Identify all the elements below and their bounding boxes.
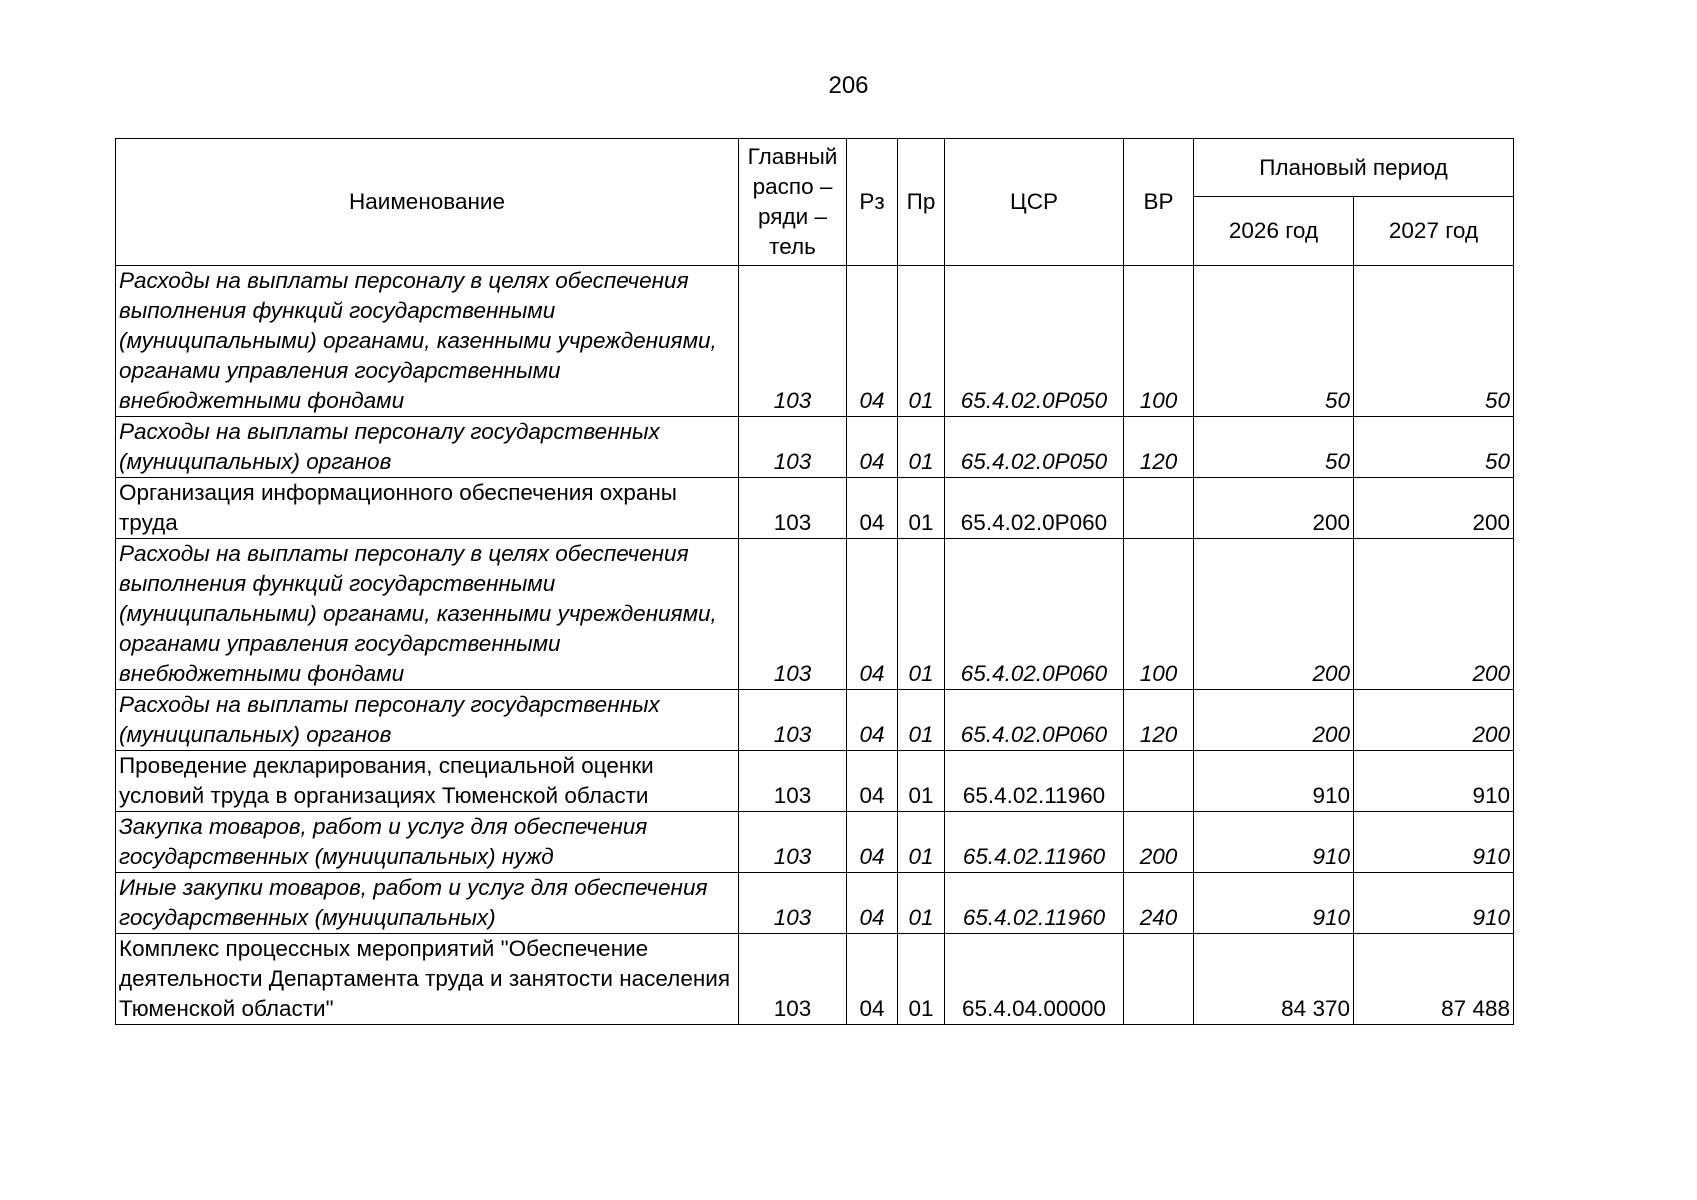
header-planned-period: Плановый период [1194, 139, 1514, 197]
page-number: 206 [828, 72, 869, 99]
cell-name: Расходы на выплаты персоналу в целях обеспечения выполнения функций государственными (муниципальными) органами, казенными учреждениями, органами управления государственными внебюджетными фондами [116, 266, 739, 417]
cell-2026: 200 [1194, 539, 1354, 690]
cell-grbs: 103 [739, 266, 847, 417]
table-row [116, 751, 1514, 812]
cell-rz: 04 [847, 417, 898, 478]
header-year-2026: 2026 год [1194, 197, 1354, 266]
cell-2026: 50 [1194, 417, 1354, 478]
cell-vr: 120 [1124, 690, 1194, 751]
cell-csr: 65.4.02.0P060 [945, 478, 1124, 539]
cell-vr [1124, 934, 1194, 1025]
cell-csr: 65.4.02.0P050 [945, 266, 1124, 417]
header-year-2027: 2027 год [1354, 197, 1514, 266]
cell-rz: 04 [847, 751, 898, 812]
cell-rz: 04 [847, 873, 898, 934]
cell-pr: 01 [898, 266, 945, 417]
cell-2027: 87 488 [1354, 934, 1514, 1025]
cell-2026: 910 [1194, 751, 1354, 812]
cell-pr: 01 [898, 539, 945, 690]
table-row [116, 539, 1514, 690]
cell-name: Закупка товаров, работ и услуг для обеспечения государственных (муниципальных) нужд [116, 812, 739, 873]
cell-2027: 200 [1354, 690, 1514, 751]
cell-pr: 01 [898, 690, 945, 751]
cell-grbs: 103 [739, 873, 847, 934]
cell-csr: 65.4.02.11960 [945, 812, 1124, 873]
cell-2027: 910 [1354, 751, 1514, 812]
cell-grbs: 103 [739, 812, 847, 873]
table-body [116, 266, 1514, 1025]
cell-rz: 04 [847, 266, 898, 417]
cell-2027: 200 [1354, 478, 1514, 539]
cell-name: Расходы на выплаты персоналу государственных (муниципальных) органов [116, 417, 739, 478]
cell-2027: 50 [1354, 417, 1514, 478]
cell-2026: 910 [1194, 873, 1354, 934]
cell-name: Организация информационного обеспечения охраны труда [116, 478, 739, 539]
header-pr: Пр [898, 139, 945, 266]
table-row [116, 812, 1514, 873]
cell-vr: 120 [1124, 417, 1194, 478]
cell-grbs: 103 [739, 751, 847, 812]
cell-vr: 100 [1124, 266, 1194, 417]
cell-pr: 01 [898, 478, 945, 539]
cell-vr [1124, 478, 1194, 539]
cell-2027: 50 [1354, 266, 1514, 417]
cell-rz: 04 [847, 539, 898, 690]
cell-pr: 01 [898, 873, 945, 934]
header-grbs: Главный распо – ряди – тель [739, 139, 847, 266]
cell-2026: 200 [1194, 690, 1354, 751]
cell-2027: 910 [1354, 812, 1514, 873]
cell-2026: 50 [1194, 266, 1354, 417]
header-vr: ВР [1124, 139, 1194, 266]
cell-csr: 65.4.02.0P060 [945, 690, 1124, 751]
table-row [116, 873, 1514, 934]
cell-csr: 65.4.02.0P060 [945, 539, 1124, 690]
cell-vr: 100 [1124, 539, 1194, 690]
cell-csr: 65.4.02.11960 [945, 873, 1124, 934]
cell-vr: 240 [1124, 873, 1194, 934]
cell-2026: 84 370 [1194, 934, 1354, 1025]
cell-2027: 910 [1354, 873, 1514, 934]
cell-vr: 200 [1124, 812, 1194, 873]
table-row [116, 934, 1514, 1025]
cell-grbs: 103 [739, 417, 847, 478]
cell-grbs: 103 [739, 478, 847, 539]
cell-name: Расходы на выплаты персоналу государственных (муниципальных) органов [116, 690, 739, 751]
cell-name: Расходы на выплаты персоналу в целях обеспечения выполнения функций государственными (муниципальными) органами, казенными учреждениями, органами управления государственными внебюджетными фондами [116, 539, 739, 690]
cell-name: Иные закупки товаров, работ и услуг для обеспечения государственных (муниципальных) [116, 873, 739, 934]
cell-csr: 65.4.02.0P050 [945, 417, 1124, 478]
cell-pr: 01 [898, 934, 945, 1025]
cell-csr: 65.4.04.00000 [945, 934, 1124, 1025]
table-row [116, 690, 1514, 751]
budget-table [115, 138, 1514, 1025]
cell-name: Комплекс процессных мероприятий "Обеспечение деятельности Департамента труда и занятости населения Тюменской области" [116, 934, 739, 1025]
cell-rz: 04 [847, 812, 898, 873]
table-row [116, 417, 1514, 478]
cell-vr [1124, 751, 1194, 812]
cell-grbs: 103 [739, 539, 847, 690]
table-header [116, 139, 1514, 266]
cell-grbs: 103 [739, 690, 847, 751]
cell-2026: 910 [1194, 812, 1354, 873]
cell-rz: 04 [847, 934, 898, 1025]
cell-rz: 04 [847, 690, 898, 751]
cell-grbs: 103 [739, 934, 847, 1025]
cell-name: Проведение декларирования, специальной оценки условий труда в организациях Тюменской области [116, 751, 739, 812]
header-csr: ЦСР [945, 139, 1124, 266]
cell-2026: 200 [1194, 478, 1354, 539]
cell-rz: 04 [847, 478, 898, 539]
cell-2027: 200 [1354, 539, 1514, 690]
header-rz: Рз [847, 139, 898, 266]
cell-csr: 65.4.02.11960 [945, 751, 1124, 812]
table-row [116, 266, 1514, 417]
cell-pr: 01 [898, 812, 945, 873]
header-name: Наименование [116, 139, 739, 266]
cell-pr: 01 [898, 751, 945, 812]
cell-pr: 01 [898, 417, 945, 478]
table-row [116, 478, 1514, 539]
